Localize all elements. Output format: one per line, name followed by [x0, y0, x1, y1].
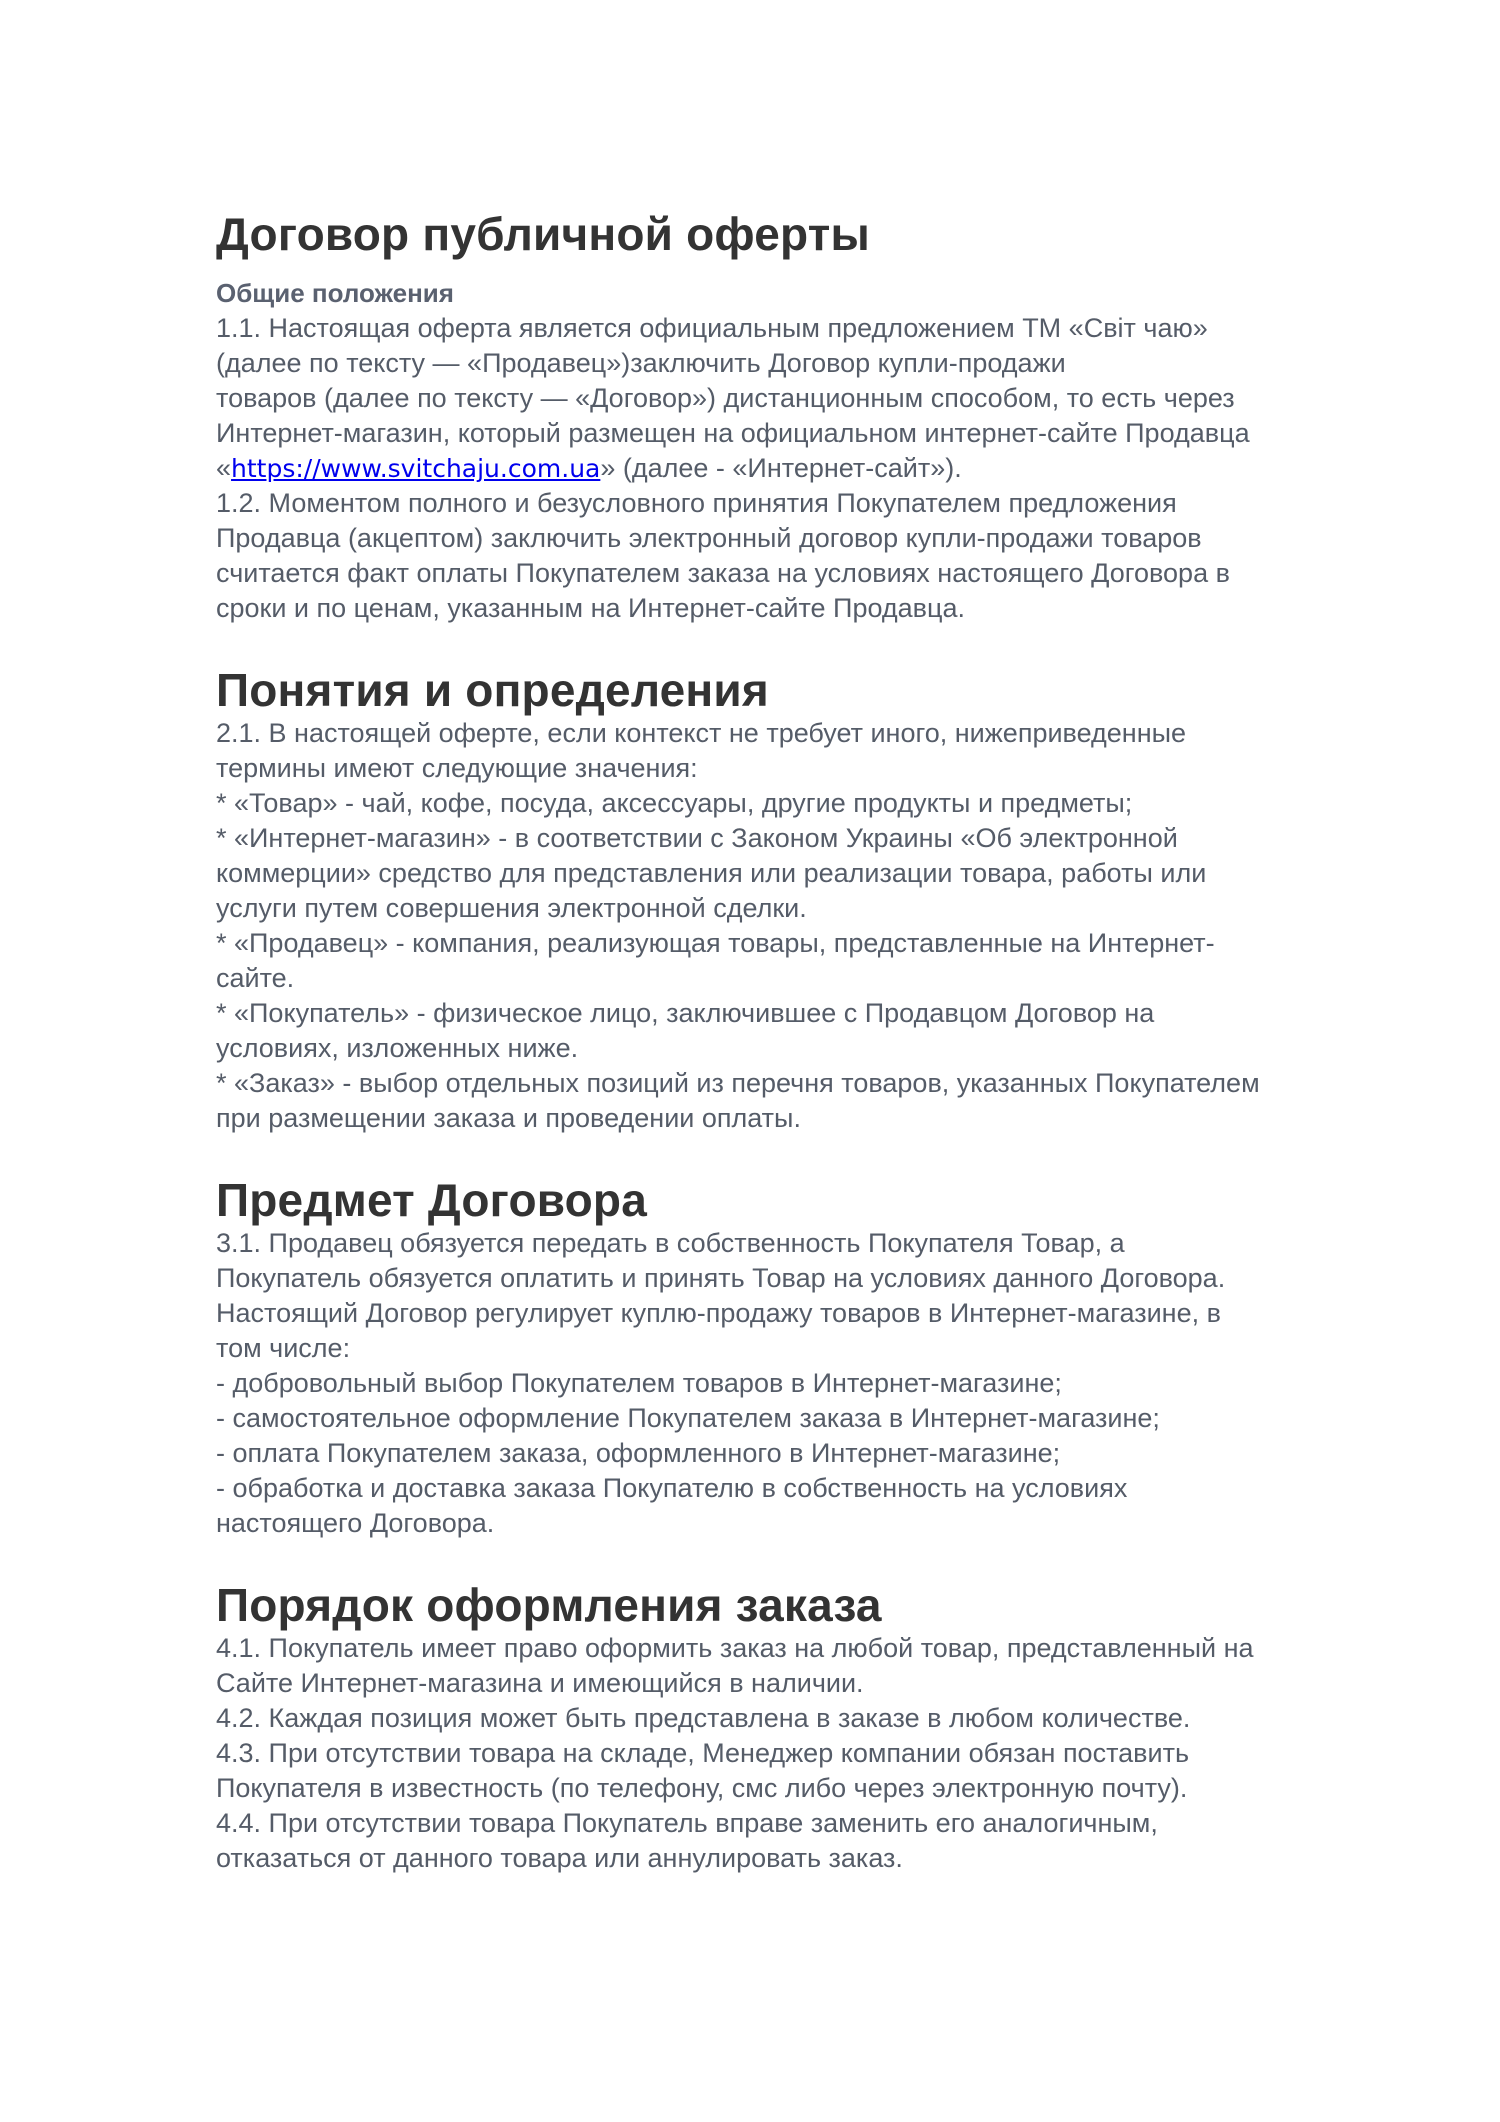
paragraph-line: 3.1. Продавец обязуется передать в собственность Покупателя Товар, а: [216, 1228, 1125, 1258]
section-general-heading: Общие положения: [216, 278, 454, 308]
paragraph-line: * «Покупатель» - физическое лицо, заключившее с Продавцом Договор на: [216, 998, 1155, 1028]
paragraph-line: Настоящий Договор регулирует куплю-продажу товаров в Интернет-магазине, в: [216, 1298, 1221, 1328]
website-link[interactable]: https://www.svitchaju.com.ua: [231, 454, 601, 483]
paragraph-line: сроки и по ценам, указанным на Интернет-сайте Продавца.: [216, 593, 965, 623]
paragraph-line: считается факт оплаты Покупателем заказа на условиях настоящего Договора в: [216, 558, 1230, 588]
paragraph-line: отказаться от данного товара или аннулировать заказ.: [216, 1843, 903, 1873]
paragraph-line: Продавца (акцептом) заключить электронный договор купли-продажи товаров: [216, 523, 1202, 553]
website-line: [216, 451, 1436, 486]
paragraph-line: услуги путем совершения электронной сделки.: [216, 893, 807, 923]
website-line-suffix: » (далее - «Интернет-сайт»).: [600, 453, 962, 483]
paragraph-line: * «Продавец» - компания, реализующая товары, представленные на Интернет-: [216, 928, 1215, 958]
paragraph-line: * «Заказ» - выбор отдельных позиций из перечня товаров, указанных Покупателем: [216, 1068, 1260, 1098]
paragraph-line: Покупатель обязуется оплатить и принять Товар на условиях данного Договора.: [216, 1263, 1226, 1293]
paragraph-line: (далее по тексту — «Продавец»)заключить Договор купли-продажи: [216, 348, 1066, 378]
section-ordering: [216, 1579, 1436, 1876]
paragraph-line: - обработка и доставка заказа Покупателю в собственность на условиях: [216, 1473, 1128, 1503]
paragraph-line: Покупателя в известность (по телефону, смс либо через электронную почту).: [216, 1773, 1188, 1803]
section-general: [216, 276, 1436, 626]
section-ordering-heading: Порядок оформления заказа: [216, 1579, 882, 1631]
paragraph-line: 4.2. Каждая позиция может быть представлена в заказе в любом количестве.: [216, 1703, 1191, 1733]
paragraph-line: * «Товар» - чай, кофе, посуда, аксессуары, другие продукты и предметы;: [216, 788, 1133, 818]
paragraph-line: 4.1. Покупатель имеет право оформить заказ на любой товар, представленный на: [216, 1633, 1254, 1663]
paragraph-line: 1.1. Настоящая оферта является официальным предложением ТМ «Світ чаю»: [216, 313, 1208, 343]
paragraph-line: - оплата Покупателем заказа, оформленного в Интернет-магазине;: [216, 1438, 1061, 1468]
paragraph-line: 1.2. Моментом полного и безусловного принятия Покупателем предложения: [216, 488, 1177, 518]
paragraph-line: * «Интернет-магазин» - в соответствии с Законом Украины «Об электронной: [216, 823, 1178, 853]
paragraph-line: 4.3. При отсутствии товара на складе, Менеджер компании обязан поставить: [216, 1738, 1190, 1768]
paragraph-line: - добровольный выбор Покупателем товаров в Интернет-магазине;: [216, 1368, 1062, 1398]
paragraph-line: Интернет-магазин, который размещен на официальном интернет-сайте Продавца: [216, 418, 1250, 448]
paragraph-line: коммерции» средство для представления или реализации товара, работы или: [216, 858, 1207, 888]
section-subject: [216, 1174, 1436, 1541]
section-subject-heading: Предмет Договора: [216, 1174, 647, 1226]
paragraph-line: сайте.: [216, 963, 295, 993]
paragraph-line: Сайте Интернет-магазина и имеющийся в наличии.: [216, 1668, 864, 1698]
paragraph-line: условиях, изложенных ниже.: [216, 1033, 579, 1063]
paragraph-line: - самостоятельное оформление Покупателем заказа в Интернет-магазине;: [216, 1403, 1160, 1433]
paragraph-line: при размещении заказа и проведении оплаты.: [216, 1103, 801, 1133]
document-content: [216, 206, 1436, 1876]
paragraph-line: том числе:: [216, 1333, 351, 1363]
document-title: Договор публичной оферты: [216, 208, 870, 260]
section-definitions: [216, 664, 1436, 1136]
paragraph-line: 2.1. В настоящей оферте, если контекст не требует иного, нижеприведенные: [216, 718, 1187, 748]
paragraph-line: термины имеют следующие значения:: [216, 753, 698, 783]
section-definitions-heading: Понятия и определения: [216, 664, 769, 716]
quote-open: «: [216, 453, 232, 483]
paragraph-line: товаров (далее по тексту — «Договор») дистанционным способом, то есть через: [216, 383, 1235, 413]
paragraph-line: 4.4. При отсутствии товара Покупатель вправе заменить его аналогичным,: [216, 1808, 1158, 1838]
paragraph-line: настоящего Договора.: [216, 1508, 495, 1538]
